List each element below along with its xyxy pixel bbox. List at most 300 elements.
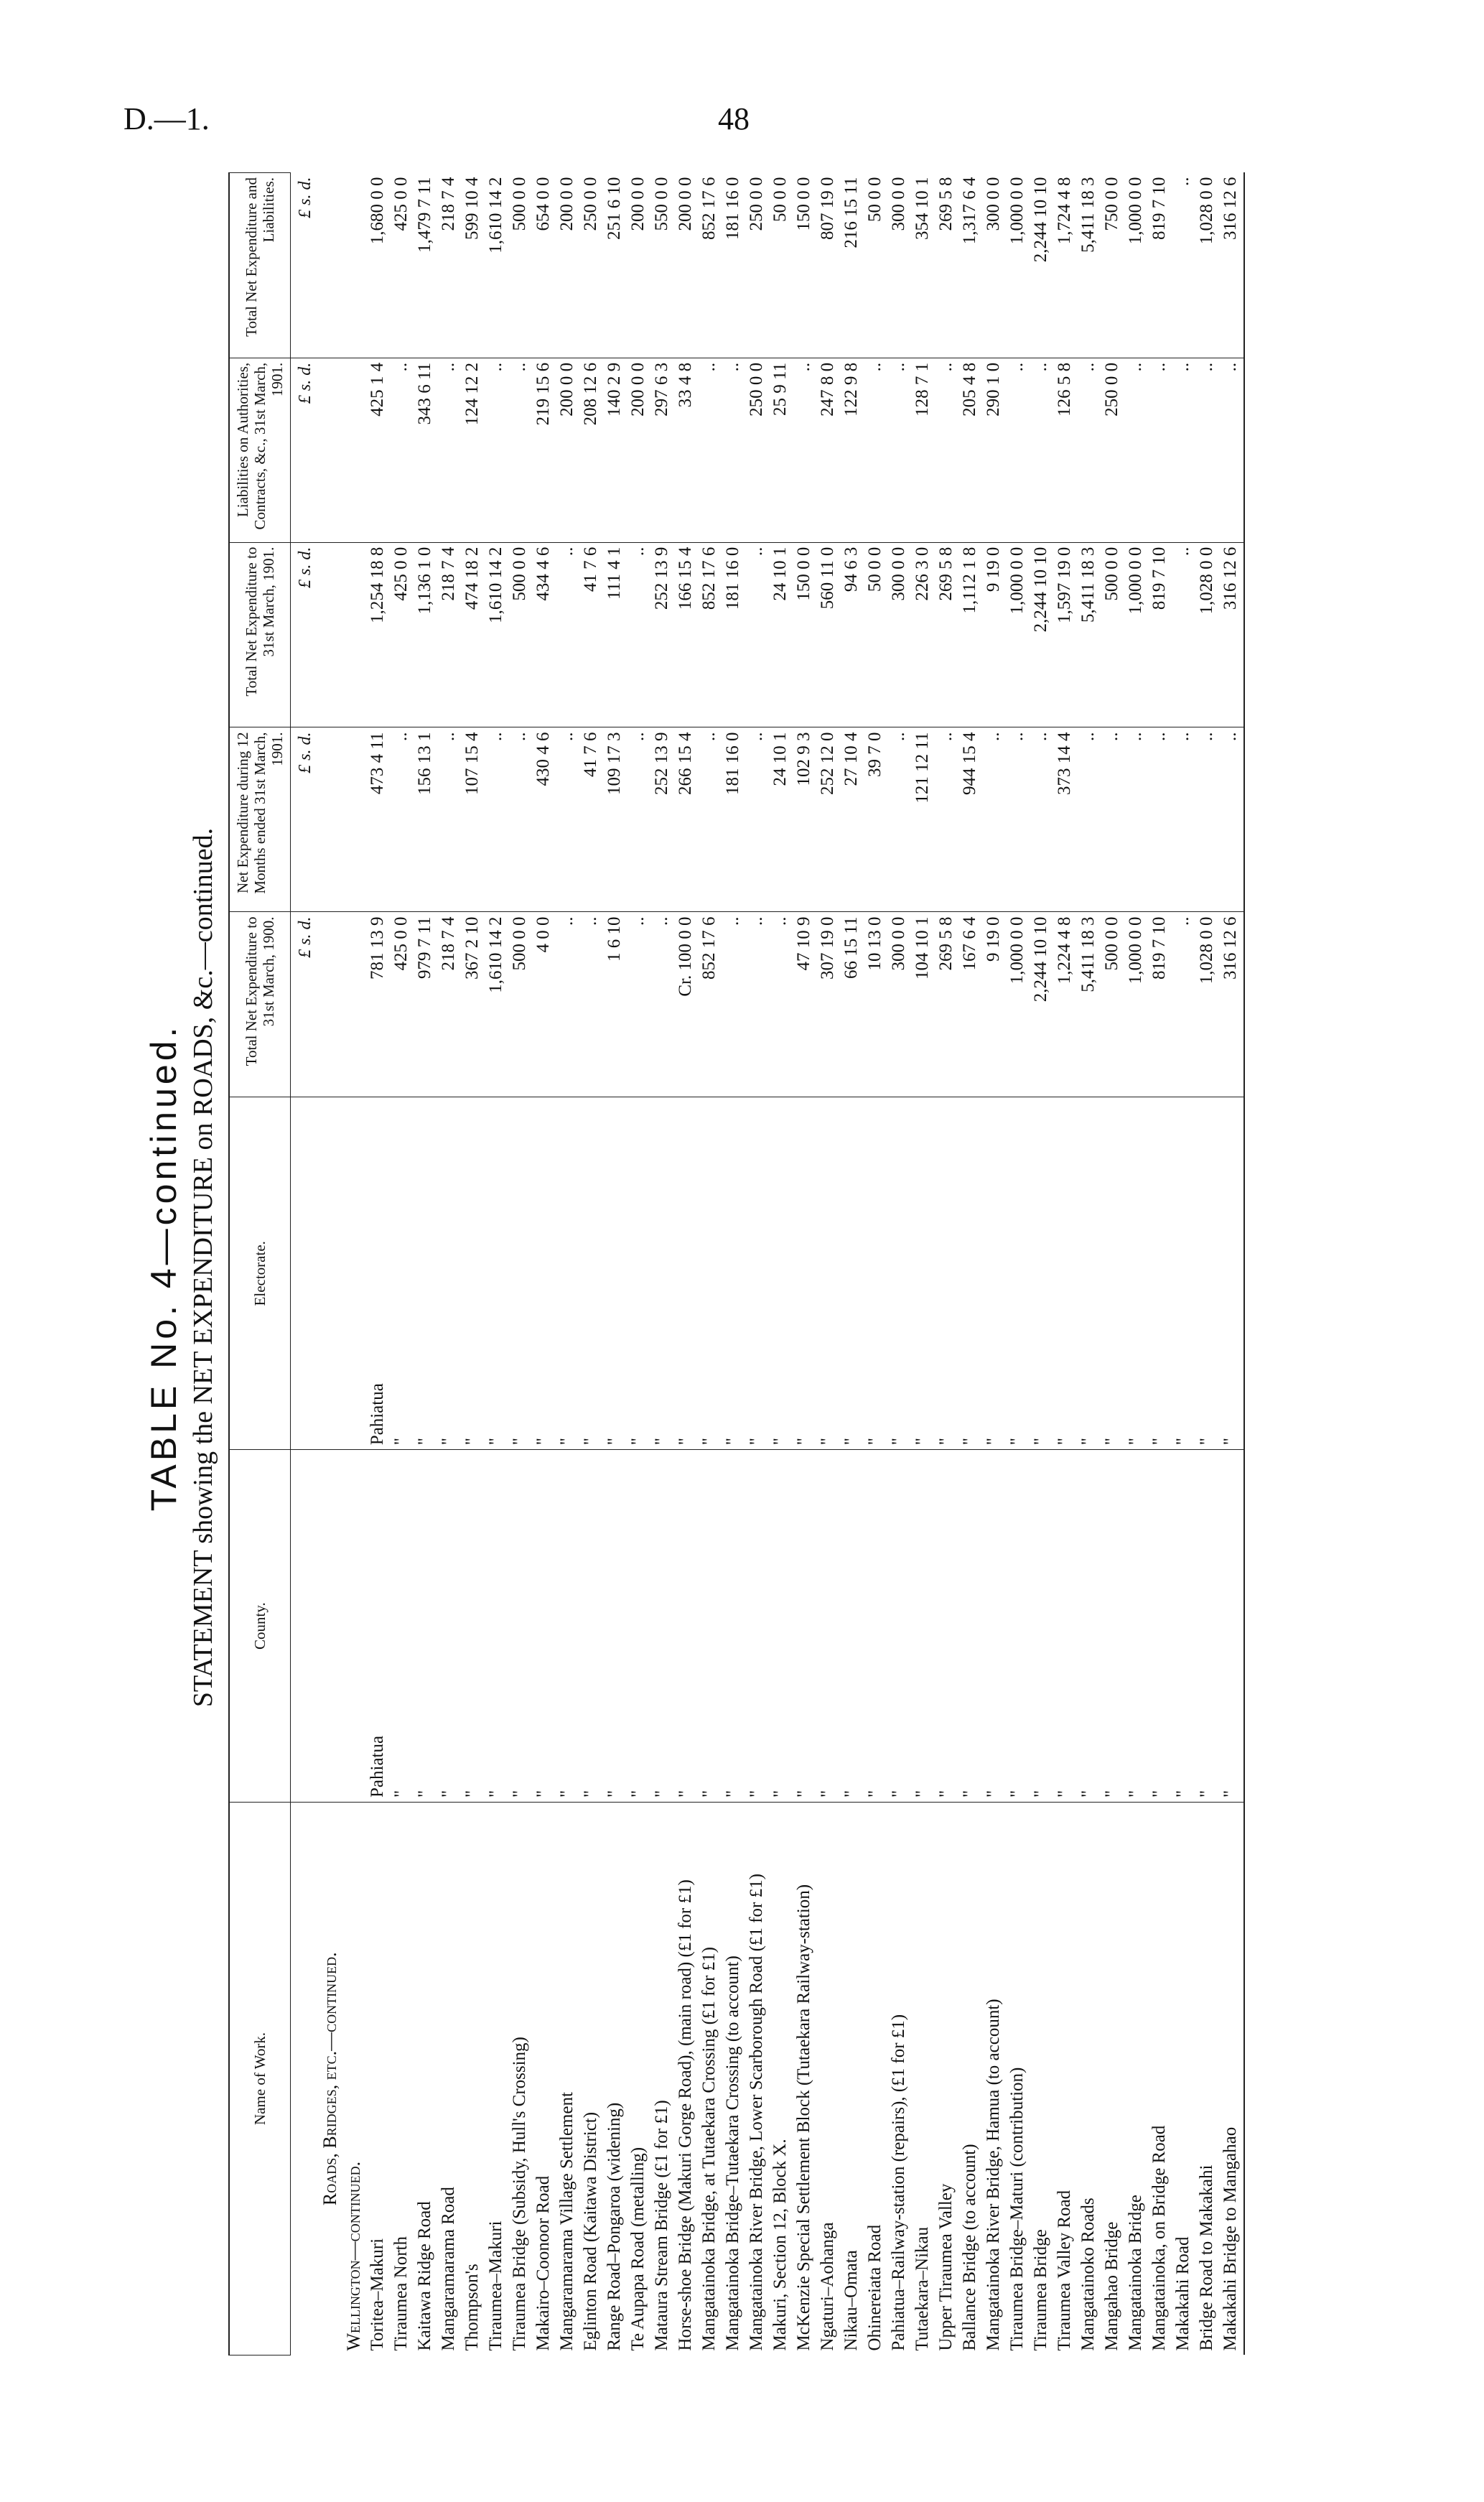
amount-cell: 5,411 18 3 bbox=[1078, 542, 1101, 727]
amount-cell: 219 15 6 bbox=[533, 358, 556, 542]
county-cell: " bbox=[604, 1450, 627, 1803]
table-row bbox=[1172, 173, 1196, 2355]
electorate-cell: " bbox=[983, 1097, 1007, 1450]
amount-cell: 9 19 0 bbox=[983, 912, 1007, 1097]
work-name-cell: Toritea–Makuri bbox=[368, 2238, 387, 2351]
amount-cell: .. bbox=[1078, 727, 1101, 912]
amount-cell: 2,244 10 10 bbox=[1030, 912, 1054, 1097]
county-cell: " bbox=[864, 1450, 888, 1803]
amount-cell: 122 9 8 bbox=[841, 358, 864, 542]
blank-cell bbox=[319, 173, 343, 358]
electorate-cell: " bbox=[675, 1097, 699, 1450]
amount-cell: 819 7 10 bbox=[1149, 912, 1172, 1097]
work-name-cell: Makairo–Coonoor Road bbox=[533, 2175, 553, 2351]
amount-cell: 50 0 0 bbox=[864, 173, 888, 358]
table-row bbox=[912, 173, 935, 2355]
amount-cell: .. bbox=[1125, 727, 1149, 912]
amount-cell: 218 7 4 bbox=[438, 542, 462, 727]
electorate-cell: " bbox=[770, 1097, 793, 1450]
amount-cell: .. bbox=[627, 912, 651, 1097]
table-row bbox=[1030, 173, 1054, 2355]
amount-cell: 500 0 0 bbox=[1101, 542, 1125, 727]
amount-cell: 27 10 4 bbox=[841, 727, 864, 912]
county-cell: " bbox=[391, 1450, 414, 1803]
amount-cell: .. bbox=[1078, 358, 1101, 542]
electorate-cell: " bbox=[959, 1097, 983, 1450]
electorate-cell: " bbox=[485, 1097, 509, 1450]
title-block bbox=[144, 136, 220, 2399]
amount-cell: 300 0 0 bbox=[888, 912, 912, 1097]
electorate-cell: " bbox=[1078, 1097, 1101, 1450]
amount-cell: 226 3 0 bbox=[912, 542, 935, 727]
work-name-cell: McKenzie Special Settlement Block (Tutaekara Railway-station) bbox=[794, 1884, 813, 2351]
amount-cell: 367 2 10 bbox=[462, 912, 485, 1097]
amount-cell: 181 16 0 bbox=[722, 173, 746, 358]
amount-cell: 250 0 0 bbox=[1101, 358, 1125, 542]
amount-cell: .. bbox=[746, 727, 770, 912]
amount-cell: 5,411 18 3 bbox=[1078, 912, 1101, 1097]
work-name-cell: Range Road–Pongaroa (widening) bbox=[605, 2102, 624, 2351]
amount-cell: 781 13 9 bbox=[367, 912, 391, 1097]
work-name-cell: Mataura Stream Bridge (£1 for £1) bbox=[652, 2100, 671, 2351]
amount-cell: 1 6 10 bbox=[604, 912, 627, 1097]
table-row bbox=[1220, 173, 1244, 2355]
electorate-cell: " bbox=[722, 1097, 746, 1450]
amount-cell: .. bbox=[1172, 542, 1196, 727]
county-cell: " bbox=[817, 1450, 841, 1803]
county-cell: " bbox=[509, 1450, 533, 1803]
work-name-cell: Makuri, Section 12, Block X. bbox=[770, 2139, 790, 2351]
table-row bbox=[533, 173, 556, 2355]
work-name-cell: Mangatainoka Bridge, at Tutaekara Crossing (£1 for £1) bbox=[699, 1947, 719, 2351]
electorate-cell: " bbox=[1220, 1097, 1244, 1450]
amount-cell: 181 16 0 bbox=[722, 542, 746, 727]
blank-cell bbox=[343, 542, 367, 727]
county-cell: " bbox=[699, 1450, 722, 1803]
amount-cell: .. bbox=[1030, 727, 1054, 912]
table-row bbox=[746, 173, 770, 2355]
amount-cell: .. bbox=[746, 542, 770, 727]
region-heading: Wellington—continued. bbox=[343, 2161, 364, 2351]
page-number: 48 bbox=[718, 101, 750, 136]
county-cell: " bbox=[722, 1450, 746, 1803]
amount-cell: 24 10 1 bbox=[770, 542, 793, 727]
amount-cell: 599 10 4 bbox=[462, 173, 485, 358]
work-name-cell: Mangatainoka River Bridge, Lower Scarborough Road (£1 for £1) bbox=[747, 1874, 766, 2351]
amount-cell: .. bbox=[1220, 727, 1244, 912]
amount-cell: 373 14 4 bbox=[1054, 727, 1078, 912]
electorate-cell: " bbox=[1054, 1097, 1078, 1450]
amount-cell: 2,244 10 10 bbox=[1030, 542, 1054, 727]
amount-cell: Cr. 100 0 0 bbox=[675, 912, 699, 1097]
amount-cell: 94 6 3 bbox=[841, 542, 864, 727]
table-row bbox=[1007, 173, 1030, 2355]
work-name-cell: Mangatainoka Bridge bbox=[1126, 2195, 1145, 2351]
table-row bbox=[556, 173, 580, 2355]
amount-cell: .. bbox=[699, 727, 722, 912]
table-title: TABLE No. 4—continued. bbox=[144, 1023, 184, 1512]
amount-cell: 1,112 1 8 bbox=[959, 542, 983, 727]
amount-cell: 166 15 4 bbox=[675, 542, 699, 727]
county-cell: " bbox=[912, 1450, 935, 1803]
electorate-cell: " bbox=[793, 1097, 817, 1450]
amount-cell: 167 6 4 bbox=[959, 912, 983, 1097]
electorate-cell: " bbox=[651, 1097, 675, 1450]
amount-cell: 200 0 0 bbox=[627, 173, 651, 358]
amount-cell: .. bbox=[627, 542, 651, 727]
amount-cell: .. bbox=[1172, 727, 1196, 912]
amount-cell: 852 17 6 bbox=[699, 542, 722, 727]
blank-cell bbox=[343, 1450, 367, 1803]
amount-cell: 39 7 0 bbox=[864, 727, 888, 912]
amount-cell: 200 0 0 bbox=[675, 173, 699, 358]
work-name-cell: Te Aupapa Road (metalling) bbox=[628, 2147, 648, 2351]
electorate-cell: " bbox=[627, 1097, 651, 1450]
work-name-cell: Mangahao Bridge bbox=[1102, 2221, 1121, 2351]
expenditure-table bbox=[228, 172, 1245, 2355]
work-name-cell: Mangatainoka Bridge–Tutaekara Crossing (to account) bbox=[723, 1955, 742, 2351]
amount-cell: .. bbox=[1149, 358, 1172, 542]
electorate-cell: " bbox=[1172, 1097, 1196, 1450]
amount-cell: .. bbox=[485, 727, 509, 912]
electorate-cell: " bbox=[580, 1097, 604, 1450]
amount-cell: 1,224 4 8 bbox=[1054, 912, 1078, 1097]
blank-cell bbox=[343, 358, 367, 542]
electorate-cell: " bbox=[1007, 1097, 1030, 1450]
table-row bbox=[438, 173, 462, 2355]
table-row bbox=[1125, 173, 1149, 2355]
amount-cell: 200 0 0 bbox=[627, 358, 651, 542]
county-cell: " bbox=[1030, 1450, 1054, 1803]
amount-cell: 307 19 0 bbox=[817, 912, 841, 1097]
amount-cell: 1,597 19 0 bbox=[1054, 542, 1078, 727]
amount-cell: .. bbox=[983, 727, 1007, 912]
work-name-cell: Nikau–Omata bbox=[841, 2250, 861, 2351]
amount-cell: 269 5 8 bbox=[935, 173, 959, 358]
county-cell: " bbox=[1149, 1450, 1172, 1803]
work-name-cell: Mangaramarama Road bbox=[439, 2187, 458, 2351]
work-name-cell: Makakahi Bridge to Mangahao bbox=[1220, 1803, 1244, 2355]
county-cell: " bbox=[1007, 1450, 1030, 1803]
work-name-cell: Tiraumea–Makuri bbox=[486, 2220, 505, 2351]
table-row bbox=[1196, 173, 1220, 2355]
county-cell: " bbox=[1220, 1450, 1244, 1803]
work-name-cell: Tiraumea Bridge–Maturi (contribution) bbox=[1007, 2067, 1027, 2351]
blank-cell bbox=[343, 727, 367, 912]
county-cell: " bbox=[1101, 1450, 1125, 1803]
amount-cell: 819 7 10 bbox=[1149, 542, 1172, 727]
amount-cell: 128 7 1 bbox=[912, 358, 935, 542]
work-name-cell: Upper Tiraumea Valley bbox=[936, 2183, 956, 2351]
table-row bbox=[983, 173, 1007, 2355]
county-cell: " bbox=[1172, 1450, 1196, 1803]
amount-cell: 300 0 0 bbox=[888, 542, 912, 727]
amount-cell: 252 13 9 bbox=[651, 727, 675, 912]
table-row bbox=[1149, 173, 1172, 2355]
units-row bbox=[291, 173, 320, 2355]
amount-cell: 41 7 6 bbox=[580, 727, 604, 912]
section-heading: Roads, Bridges, etc.—continued. bbox=[319, 1952, 340, 2206]
amount-cell: .. bbox=[1196, 358, 1220, 542]
amount-cell: .. bbox=[1172, 173, 1196, 358]
amount-cell: 124 12 2 bbox=[462, 358, 485, 542]
amount-cell: 500 0 0 bbox=[509, 542, 533, 727]
county-cell: " bbox=[414, 1450, 438, 1803]
amount-cell: 10 13 0 bbox=[864, 912, 888, 1097]
electorate-cell: " bbox=[414, 1097, 438, 1450]
amount-cell: 500 0 0 bbox=[1101, 912, 1125, 1097]
amount-cell: 1,000 0 0 bbox=[1007, 542, 1030, 727]
header-total-and-liabilities: Total Net Expenditure and Liabilities. bbox=[229, 173, 291, 358]
table-row bbox=[722, 173, 746, 2355]
table-subtitle: STATEMENT showing the NET EXPENDITURE on ROADS, &c.—continued. bbox=[188, 827, 218, 1708]
work-name-cell: Ohinereiata Road bbox=[865, 2224, 885, 2351]
work-name-cell: Tiraumea Valley Road bbox=[1055, 2190, 1074, 2351]
amount-cell: 2,244 10 10 bbox=[1030, 173, 1054, 358]
county-cell: " bbox=[462, 1450, 485, 1803]
electorate-cell: " bbox=[1101, 1097, 1125, 1450]
county-cell: " bbox=[959, 1450, 983, 1803]
amount-cell: 156 13 1 bbox=[414, 727, 438, 912]
amount-cell: 200 0 0 bbox=[556, 358, 580, 542]
amount-cell: 5,411 18 3 bbox=[1078, 173, 1101, 358]
amount-cell: .. bbox=[699, 358, 722, 542]
amount-cell: 1,724 4 8 bbox=[1054, 173, 1078, 358]
electorate-cell: Pahiatua bbox=[367, 1097, 391, 1450]
table-row bbox=[770, 173, 793, 2355]
amount-cell: 297 6 3 bbox=[651, 358, 675, 542]
header-liabilities: Liabilities on Authorities, Contracts, &c., 31st March, 1901. bbox=[229, 358, 291, 542]
electorate-cell: " bbox=[1196, 1097, 1220, 1450]
amount-cell: 250 0 0 bbox=[580, 173, 604, 358]
amount-cell: 979 7 11 bbox=[414, 912, 438, 1097]
amount-cell: 150 0 0 bbox=[793, 173, 817, 358]
electorate-cell: " bbox=[912, 1097, 935, 1450]
county-cell: " bbox=[580, 1450, 604, 1803]
amount-cell: 1,028 0 0 bbox=[1196, 542, 1220, 727]
work-name-cell: Tutaekara–Nikau bbox=[913, 2226, 932, 2351]
amount-cell: 269 5 8 bbox=[935, 912, 959, 1097]
amount-cell: .. bbox=[391, 727, 414, 912]
blank-cell bbox=[343, 1097, 367, 1450]
amount-cell: .. bbox=[485, 358, 509, 542]
amount-cell: 109 17 3 bbox=[604, 727, 627, 912]
amount-cell: .. bbox=[770, 912, 793, 1097]
amount-cell: .. bbox=[793, 358, 817, 542]
electorate-cell: " bbox=[1030, 1097, 1054, 1450]
amount-cell: .. bbox=[1007, 727, 1030, 912]
amount-cell: .. bbox=[1030, 358, 1054, 542]
amount-cell: 500 0 0 bbox=[509, 912, 533, 1097]
amount-cell: 1,610 14 2 bbox=[485, 912, 509, 1097]
county-cell: " bbox=[485, 1450, 509, 1803]
amount-cell: 1,680 0 0 bbox=[367, 173, 391, 358]
amount-cell: 852 17 6 bbox=[699, 912, 722, 1097]
amount-cell: .. bbox=[651, 912, 675, 1097]
electorate-cell: " bbox=[438, 1097, 462, 1450]
amount-cell: .. bbox=[722, 358, 746, 542]
amount-cell: .. bbox=[1125, 358, 1149, 542]
amount-cell: .. bbox=[888, 727, 912, 912]
amount-cell: 205 4 8 bbox=[959, 358, 983, 542]
county-cell: " bbox=[533, 1450, 556, 1803]
amount-cell: 425 1 4 bbox=[367, 358, 391, 542]
header-total-to-1900: Total Net Expenditure to 31st March, 1900. bbox=[229, 912, 291, 1097]
table-row bbox=[1101, 173, 1125, 2355]
table-row bbox=[462, 173, 485, 2355]
work-name-cell: Makakahi Road bbox=[1173, 2236, 1193, 2351]
electorate-cell: " bbox=[1125, 1097, 1149, 1450]
amount-cell: .. bbox=[556, 727, 580, 912]
table-row bbox=[841, 173, 864, 2355]
work-name-cell: Mangaramarama Village Settlement bbox=[557, 2092, 577, 2351]
blank-cell bbox=[319, 542, 343, 727]
amount-cell: 41 7 6 bbox=[580, 542, 604, 727]
work-name-cell: Kaitawa Ridge Road bbox=[415, 2201, 434, 2351]
amount-cell: 852 17 6 bbox=[699, 173, 722, 358]
amount-cell: .. bbox=[1007, 358, 1030, 542]
amount-cell: .. bbox=[864, 358, 888, 542]
table-row bbox=[1054, 173, 1078, 2355]
blank-cell bbox=[319, 358, 343, 542]
work-name-cell: Bridge Road to Makakahi bbox=[1197, 2164, 1216, 2351]
amount-cell: 50 0 0 bbox=[770, 173, 793, 358]
county-cell: " bbox=[438, 1450, 462, 1803]
amount-cell: 107 15 4 bbox=[462, 727, 485, 912]
amount-cell: 1,028 0 0 bbox=[1196, 173, 1220, 358]
work-name-cell: Thompson's bbox=[462, 2264, 482, 2351]
amount-cell: 4 0 0 bbox=[533, 912, 556, 1097]
work-name-cell: Mangatainoka, on Bridge Road bbox=[1149, 2125, 1169, 2351]
county-cell: " bbox=[746, 1450, 770, 1803]
units-cell-blank bbox=[291, 1097, 320, 1450]
units-cell-blank bbox=[291, 1450, 320, 1803]
table-row bbox=[959, 173, 983, 2355]
region-heading-row bbox=[343, 173, 367, 2355]
amount-cell: 1,000 0 0 bbox=[1007, 173, 1030, 358]
units-cell: £ s. d. bbox=[291, 542, 320, 727]
table-row bbox=[651, 173, 675, 2355]
page-reference: D.—1. bbox=[123, 101, 210, 136]
header-expenditure-during-year: Net Expenditure during 12 Months ended 31st March, 1901. bbox=[229, 727, 291, 912]
amount-cell: .. bbox=[1172, 912, 1196, 1097]
amount-cell: 126 5 8 bbox=[1054, 358, 1078, 542]
blank-cell bbox=[343, 912, 367, 1097]
blank-cell bbox=[343, 173, 367, 358]
amount-cell: 473 4 11 bbox=[367, 727, 391, 912]
amount-cell: 316 12 6 bbox=[1220, 912, 1244, 1097]
amount-cell: 218 7 4 bbox=[438, 912, 462, 1097]
amount-cell: .. bbox=[509, 727, 533, 912]
table-row bbox=[1078, 173, 1101, 2355]
amount-cell: .. bbox=[438, 358, 462, 542]
header-name-of-work: Name of Work. bbox=[229, 1803, 291, 2355]
amount-cell: 354 10 1 bbox=[912, 173, 935, 358]
electorate-cell: " bbox=[509, 1097, 533, 1450]
amount-cell: 24 10 1 bbox=[770, 727, 793, 912]
amount-cell: 33 4 8 bbox=[675, 358, 699, 542]
amount-cell: 300 0 0 bbox=[983, 173, 1007, 358]
amount-cell: .. bbox=[1172, 358, 1196, 542]
electorate-cell: " bbox=[864, 1097, 888, 1450]
work-name-cell: Eglinton Road (Kaitawa District) bbox=[581, 2111, 600, 2351]
amount-cell: 25 9 11 bbox=[770, 358, 793, 542]
table-row bbox=[699, 173, 722, 2355]
work-name-cell: Mangatainoka River Bridge, Hamua (to account) bbox=[984, 1999, 1003, 2351]
table-row bbox=[793, 173, 817, 2355]
amount-cell: 208 12 6 bbox=[580, 358, 604, 542]
amount-cell: 121 12 11 bbox=[912, 727, 935, 912]
county-cell: " bbox=[793, 1450, 817, 1803]
units-cell: £ s. d. bbox=[291, 173, 320, 358]
amount-cell: 1,136 1 0 bbox=[414, 542, 438, 727]
table-row bbox=[888, 173, 912, 2355]
amount-cell: 300 0 0 bbox=[888, 173, 912, 358]
amount-cell: .. bbox=[627, 727, 651, 912]
work-name-cell: Tiraumea North bbox=[391, 2236, 411, 2351]
amount-cell: 251 6 10 bbox=[604, 173, 627, 358]
electorate-cell: " bbox=[699, 1097, 722, 1450]
electorate-cell: " bbox=[935, 1097, 959, 1450]
county-cell: " bbox=[888, 1450, 912, 1803]
work-name-cell: Ballance Bridge (to account) bbox=[960, 2144, 979, 2351]
electorate-cell: " bbox=[817, 1097, 841, 1450]
table-row bbox=[935, 173, 959, 2355]
amount-cell: 50 0 0 bbox=[864, 542, 888, 727]
work-name-cell: Ngaturi–Aohanga bbox=[818, 2222, 837, 2351]
amount-cell: 425 0 0 bbox=[391, 912, 414, 1097]
amount-cell: 1,254 18 8 bbox=[367, 542, 391, 727]
county-cell: Pahiatua bbox=[367, 1450, 391, 1803]
work-name-cell: Tiraumea Bridge (Subsidy, Hull's Crossing) bbox=[510, 2037, 529, 2351]
amount-cell: 425 0 0 bbox=[391, 173, 414, 358]
amount-cell: 343 6 11 bbox=[414, 358, 438, 542]
table-row bbox=[414, 173, 438, 2355]
header-total-to-1901: Total Net Expenditure to 31st March, 1901. bbox=[229, 542, 291, 727]
electorate-cell: " bbox=[746, 1097, 770, 1450]
amount-cell: .. bbox=[509, 358, 533, 542]
amount-cell: 181 16 0 bbox=[722, 727, 746, 912]
amount-cell: 269 5 8 bbox=[935, 542, 959, 727]
table-row bbox=[627, 173, 651, 2355]
amount-cell: 200 0 0 bbox=[556, 173, 580, 358]
amount-cell: .. bbox=[746, 912, 770, 1097]
amount-cell: 140 2 9 bbox=[604, 358, 627, 542]
amount-cell: .. bbox=[1149, 727, 1172, 912]
amount-cell: 425 0 0 bbox=[391, 542, 414, 727]
amount-cell: .. bbox=[935, 727, 959, 912]
units-cell: £ s. d. bbox=[291, 727, 320, 912]
amount-cell: 430 4 6 bbox=[533, 727, 556, 912]
amount-cell: 1,000 0 0 bbox=[1007, 912, 1030, 1097]
county-cell: " bbox=[675, 1450, 699, 1803]
units-cell-blank bbox=[291, 1803, 320, 2355]
county-cell: " bbox=[935, 1450, 959, 1803]
table-row bbox=[580, 173, 604, 2355]
amount-cell: 218 7 4 bbox=[438, 173, 462, 358]
amount-cell: 750 0 0 bbox=[1101, 173, 1125, 358]
blank-cell bbox=[319, 727, 343, 912]
table-row bbox=[391, 173, 414, 2355]
table-row bbox=[675, 173, 699, 2355]
amount-cell: .. bbox=[580, 912, 604, 1097]
amount-cell: 250 0 0 bbox=[746, 173, 770, 358]
table-row bbox=[509, 173, 533, 2355]
amount-cell: 66 15 11 bbox=[841, 912, 864, 1097]
amount-cell: 1,000 0 0 bbox=[1125, 542, 1149, 727]
amount-cell: .. bbox=[1196, 727, 1220, 912]
units-cell: £ s. d. bbox=[291, 912, 320, 1097]
